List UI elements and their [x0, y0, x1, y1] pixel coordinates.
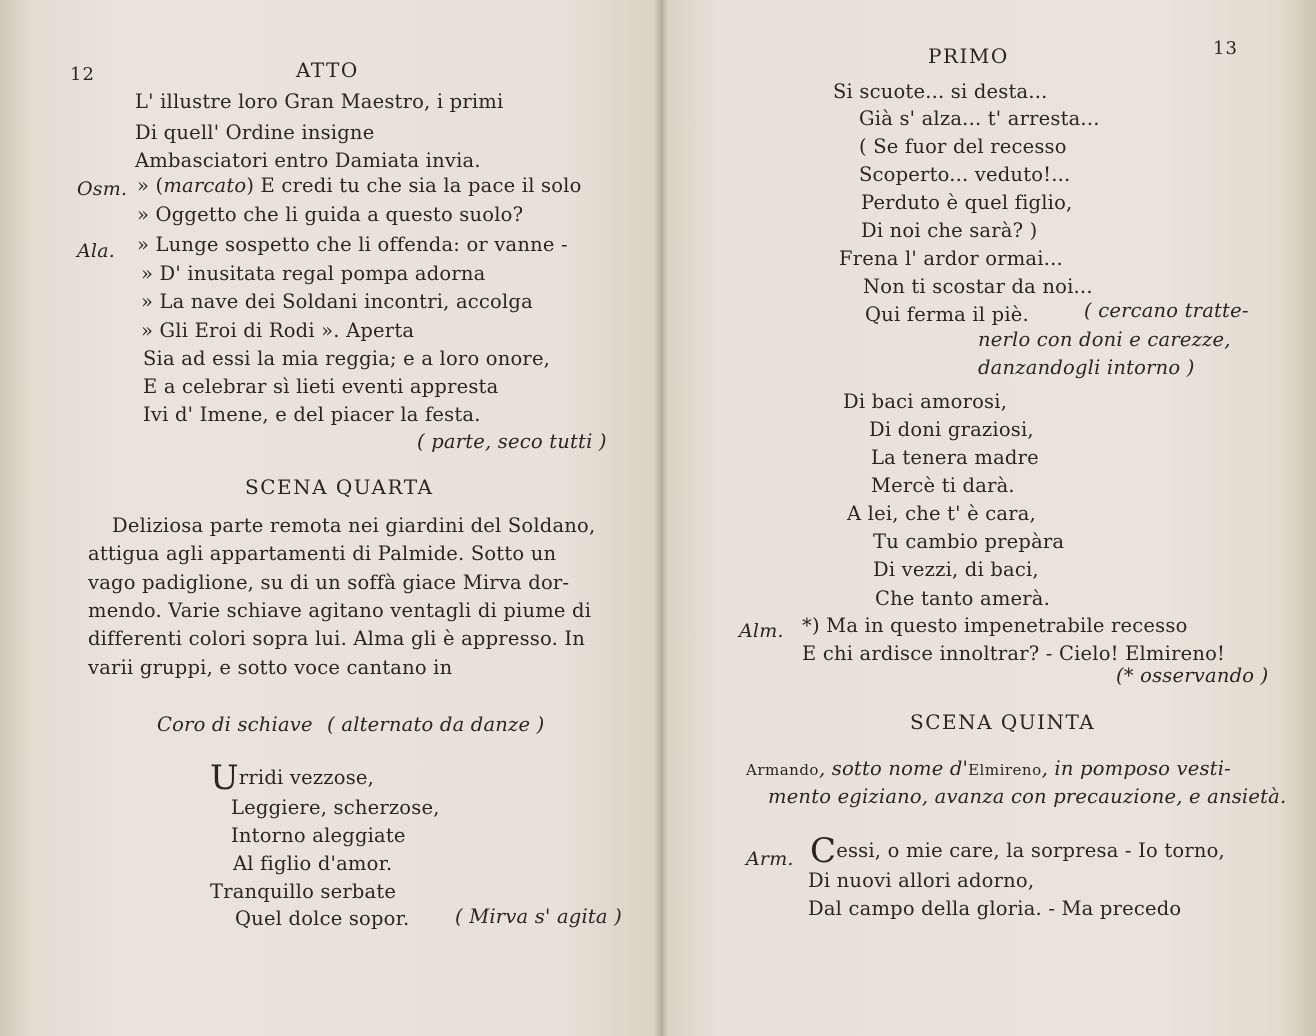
stage-direction: nerlo con doni e carezze,	[978, 328, 1231, 351]
speaker-label: Osm.	[77, 178, 128, 200]
speaker-label: Arm.	[746, 848, 794, 870]
stage-direction: (* osservando )	[1116, 664, 1269, 687]
verse-line: Di vezzi, di baci,	[873, 558, 1039, 581]
verse-line: Intorno aleggiate	[231, 824, 406, 847]
scene-description-line: vago padiglione, su di un soffà giace Mirva dor-	[88, 571, 570, 594]
verse-line: » (marcato) E credi tu che sia la pace il solo	[137, 174, 582, 197]
speaker-label: Ala.	[77, 240, 115, 262]
verse-line: Di doni graziosi,	[869, 418, 1034, 441]
verse-line: Ivi d' Imene, e del piacer la festa.	[143, 403, 481, 426]
verse-line: Di baci amorosi,	[843, 390, 1008, 413]
stage-direction: danzandogli intorno )	[978, 356, 1195, 379]
stage-direction: ( parte, seco tutti )	[417, 430, 607, 453]
verse-line: Tu cambio prepàra	[873, 530, 1065, 553]
verse-line: L' illustre loro Gran Maestro, i primi	[135, 90, 504, 113]
verse-line: » D' inusitata regal pompa adorna	[141, 262, 486, 285]
verse-line: » La nave dei Soldani incontri, accolga	[141, 290, 533, 313]
scene-description-line: mento egiziano, avanza con precauzione, e ansietà.	[768, 785, 1287, 808]
scene-description-line: Armando, sotto nome d'Elmireno, in pomposo vesti-	[746, 757, 1231, 780]
verse-line: Mercè ti darà.	[871, 474, 1015, 497]
verse-line: » Lunge sospetto che li offenda: or vanne -	[137, 233, 568, 256]
speaker-label: Alm.	[739, 620, 784, 642]
verse-line: Urridi vezzose,	[210, 758, 375, 798]
verse-line: » Gli Eroi di Rodi ». Aperta	[141, 319, 415, 342]
verse-line: Di nuovi allori adorno,	[808, 869, 1035, 892]
stage-direction: ( Mirva s' agita )	[455, 905, 622, 928]
verse-line: A lei, che t' è cara,	[847, 502, 1036, 525]
verse-line: Si scuote... si desta...	[833, 80, 1048, 103]
verse-line: Al figlio d'amor.	[233, 852, 393, 875]
verse-line: Cessi, o mie care, la sorpresa - Io torno,	[810, 831, 1225, 871]
scene-description-line: attigua agli appartamenti di Palmide. Sotto un	[88, 542, 557, 565]
scene-description-line: Deliziosa parte remota nei giardini del Soldano,	[112, 514, 596, 537]
right-page	[660, 0, 1316, 1036]
verse-line: Tranquillo serbate	[210, 880, 397, 903]
verse-line: » Oggetto che li guida a questo suolo?	[137, 203, 524, 226]
verse-line: Dal campo della gloria. - Ma precedo	[808, 897, 1182, 920]
verse-line: La tenera madre	[871, 446, 1039, 469]
verse-line: E a celebrar sì lieti eventi appresta	[143, 375, 499, 398]
page-number: 12	[70, 64, 95, 85]
stage-direction: ( cercano tratte-	[1084, 299, 1249, 322]
verse-line: Che tanto amerà.	[875, 587, 1051, 610]
verse-line: Non ti scostar da noi...	[863, 275, 1093, 298]
verse-line: Scoperto... veduto!...	[859, 163, 1071, 186]
running-head: ATTO	[296, 58, 359, 82]
chorus-heading: Coro di schiave ( alternato da danze )	[157, 713, 545, 736]
page-number: 13	[1213, 38, 1238, 59]
scene-description-line: differenti colori sopra lui. Alma gli è appresso. In	[88, 627, 586, 650]
verse-line: Ambasciatori entro Damiata invia.	[135, 149, 481, 172]
verse-line: Già s' alza... t' arresta...	[859, 107, 1100, 130]
verse-line: Frena l' ardor ormai...	[839, 247, 1063, 270]
scene-title: SCENA QUINTA	[910, 710, 1096, 734]
book-gutter	[654, 0, 668, 1036]
verse-line: E chi ardisce innoltrar? - Cielo! Elmireno!	[802, 642, 1226, 665]
verse-line: Quel dolce sopor.	[235, 907, 410, 930]
drop-cap: C	[810, 831, 837, 871]
verse-line: Sia ad essi la mia reggia; e a loro onore,	[143, 347, 551, 370]
verse-line: Qui ferma il piè.	[865, 303, 1029, 326]
verse-line: Di quell' Ordine insigne	[135, 121, 375, 144]
scene-description-line: varii gruppi, e sotto voce cantano in	[88, 656, 453, 679]
scene-title: SCENA QUARTA	[245, 475, 434, 499]
verse-line: Leggiere, scherzose,	[231, 796, 440, 819]
running-head: PRIMO	[928, 44, 1009, 68]
scene-description-line: mendo. Varie schiave agitano ventagli di piume di	[88, 599, 592, 622]
verse-line: ( Se fuor del recesso	[859, 135, 1067, 158]
drop-cap: U	[210, 758, 239, 798]
verse-line: *) Ma in questo impenetrabile recesso	[802, 614, 1188, 637]
verse-line: Di noi che sarà? )	[861, 219, 1038, 242]
verse-line: Perduto è quel figlio,	[861, 191, 1073, 214]
